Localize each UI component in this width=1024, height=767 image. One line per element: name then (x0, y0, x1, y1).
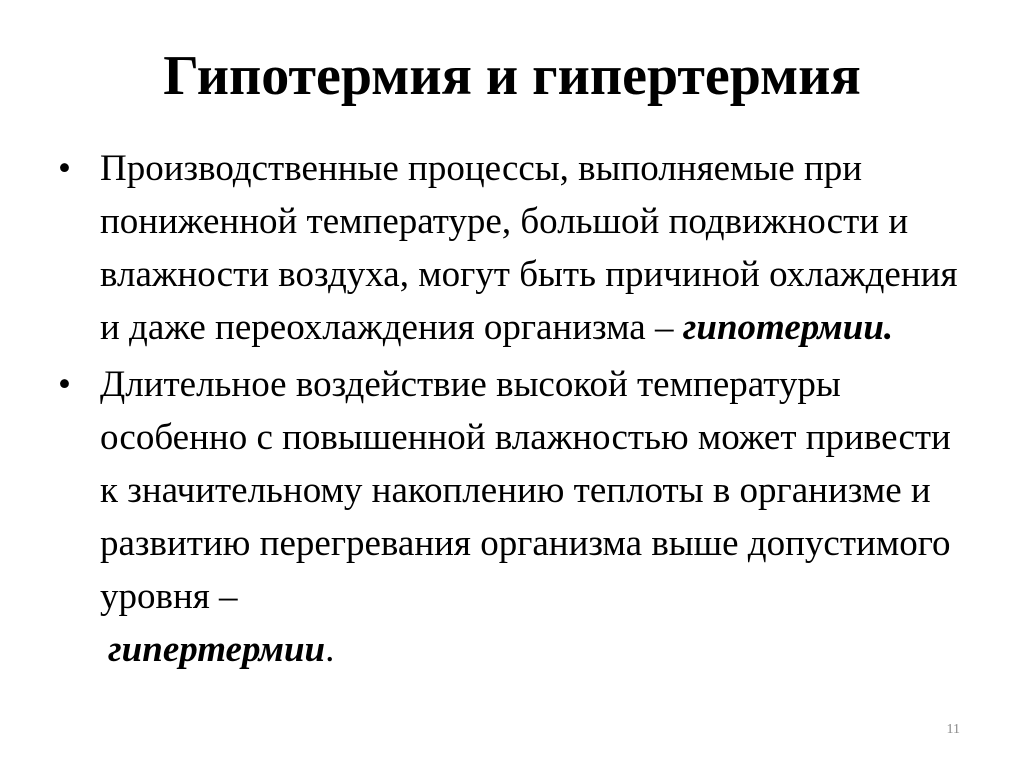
bullet-marker: • (58, 148, 71, 189)
bullet-item-hypothermia (52, 142, 972, 354)
slide-title: Гипотермия и гипертермия (163, 45, 861, 107)
bullet-text: Производственные процессы, выполняемые при пониженной температуре, большой подвижности и влажности воздуха, могут быть причиной охлаждения и даже переохлаждения организма – (100, 148, 958, 348)
term-line (100, 623, 972, 676)
bullet-tail: . (325, 629, 335, 670)
term-hypothermia: гипотермии. (682, 307, 894, 348)
bullet-marker: • (58, 364, 71, 405)
bullet-list (52, 142, 972, 680)
term-hyperthermia: гипертермии (108, 629, 326, 670)
bullet-item-hyperthermia (52, 358, 972, 676)
bullet-text: Длительное воздействие высокой температуры особенно с повышенной влажностью может привести к значительному накоплению теплоты в организме и развитию перегревания организма выше допустимого уровня – (100, 364, 951, 617)
page-number: 11 (946, 722, 960, 737)
